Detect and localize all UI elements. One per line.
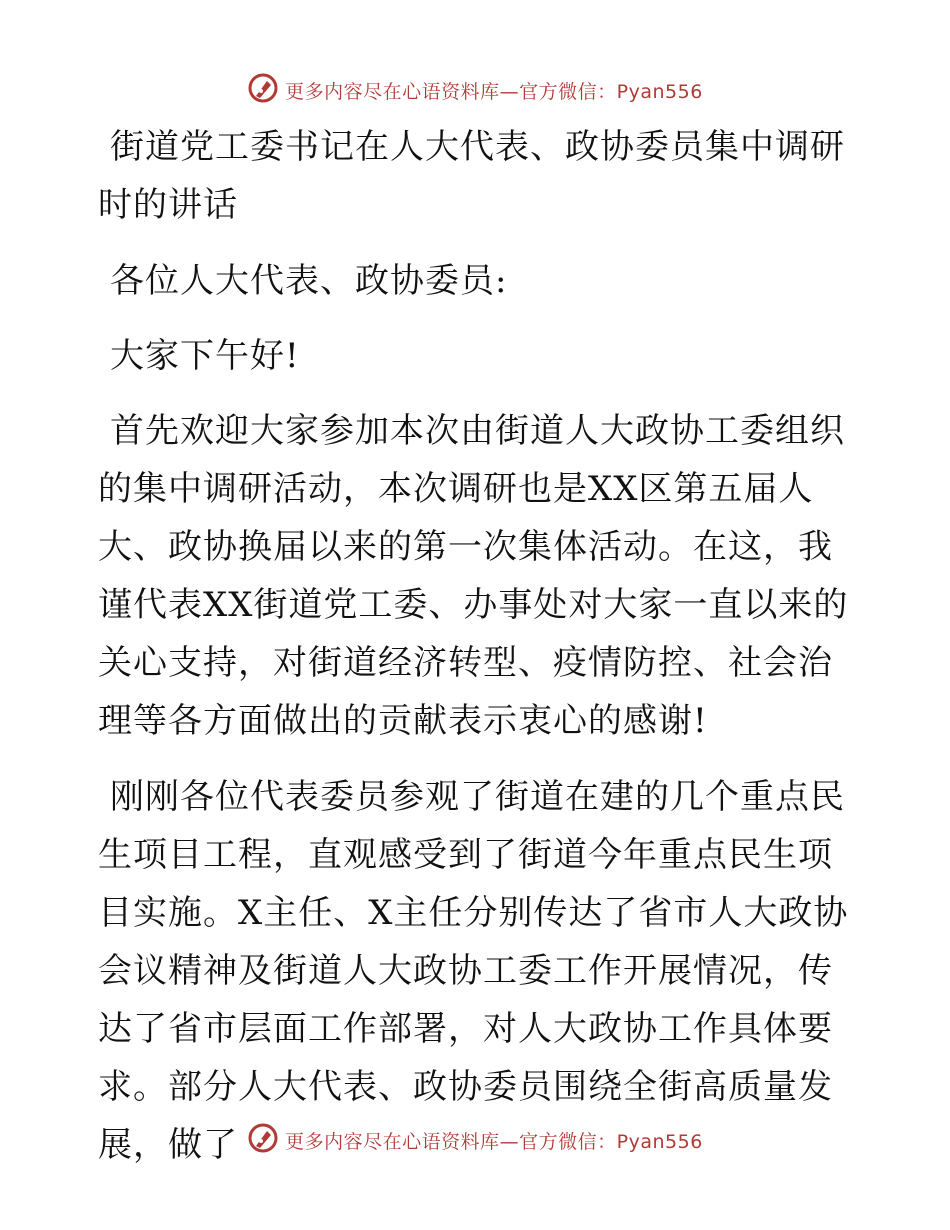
document-title: 街道党工委书记在人大代表、政协委员集中调研时的讲话: [98, 127, 845, 225]
pen-nib-logo-icon: [247, 72, 279, 108]
paragraph-2: 刚刚各位代表委员参观了街道在建的几个重点民生项目工程，直观感受到了街道今年重点民生项目实施。X主任、X主任分别传达了省市人大政协会议精神及街道人大政协工委工作开展情况，传达了省市层面工作部署，对人大政协工作具体要求。部分人大代表、政协委员围绕全街高质量发展，做了: [98, 777, 849, 1165]
salutation: 各位人大代表、政协委员:: [110, 261, 508, 301]
footer-banner: [0, 1120, 950, 1160]
pen-nib-logo-icon: [247, 1122, 279, 1158]
footer-banner-text: 更多内容尽在心语资料库—官方微信：Pyan556: [285, 1130, 703, 1153]
greeting: 大家下午好!: [110, 336, 300, 376]
header-banner: [0, 70, 950, 110]
paragraph-1: 首先欢迎大家参加本次由街道人大政协工委组织的集中调研活动，本次调研也是XX区第五届人大、政协换届以来的第一次集体活动。在这，我谨代表XX街道党工委、办事处对大家一直以来的关心支持，对街道经济转型、疫情防控、社会治理等各方面做出的贡献表示衷心的感谢!: [98, 411, 849, 741]
header-banner-text: 更多内容尽在心语资料库—官方微信：Pyan556: [285, 80, 703, 103]
